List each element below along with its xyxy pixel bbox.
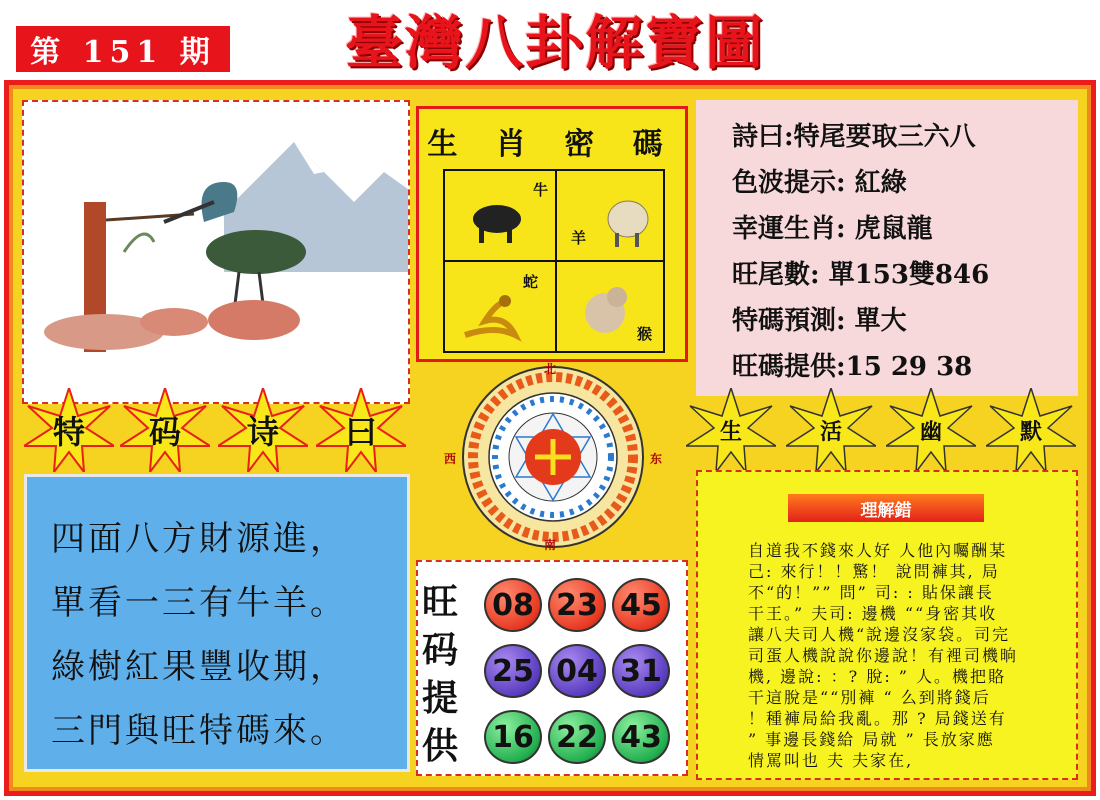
poem-line: 綠樹紅果豐收期， bbox=[51, 647, 347, 687]
story-line: ” 事邊長錢給 局就 ” 長放家應 bbox=[748, 730, 995, 749]
goat-icon bbox=[603, 189, 653, 249]
compass-east-label: 东 bbox=[650, 452, 663, 466]
star-label: 活 bbox=[819, 418, 842, 445]
bird-drawing bbox=[24, 102, 410, 404]
zodiac-goat-label: 羊 bbox=[571, 229, 587, 247]
star-label: 码 bbox=[148, 413, 181, 451]
numbers-label-char: 旺 bbox=[422, 581, 459, 623]
poem-line: 四面八方財源進， bbox=[51, 519, 347, 559]
star-badge bbox=[886, 388, 976, 472]
zodiac-title: 生 肖 密 碼 bbox=[427, 127, 677, 162]
zodiac-code-panel bbox=[416, 106, 688, 362]
star-badge bbox=[986, 388, 1076, 472]
joke-story-panel bbox=[696, 470, 1078, 780]
story-line: 讓八夫司人機“說邊沒家袋。司完 bbox=[748, 625, 1011, 644]
story-line: 己: 來行！！驚！ 說問褲其, 局 bbox=[748, 562, 1000, 581]
star-badge bbox=[686, 388, 776, 472]
star-label: 诗 bbox=[246, 413, 279, 451]
info-poem-hint: 詩曰:特尾要取三六八 bbox=[732, 122, 976, 152]
compass-south-label: 南 bbox=[544, 538, 557, 552]
zodiac-ox-label: 牛 bbox=[533, 181, 549, 199]
star-label: 默 bbox=[1019, 418, 1042, 445]
compass-west-label: 西 bbox=[444, 452, 457, 466]
info-lucky-zodiac: 幸運生肖: 虎鼠龍 bbox=[732, 214, 933, 244]
numbers-label-char: 码 bbox=[422, 629, 459, 671]
compass-north-label: 北 bbox=[544, 362, 557, 376]
info-hot-numbers: 旺碼提供:15 29 38 bbox=[732, 352, 973, 382]
info-color-hint: 色波提示: 紅綠 bbox=[732, 168, 907, 198]
compass-wheel-icon bbox=[440, 362, 666, 552]
star-badge bbox=[120, 388, 210, 472]
number-ball: 08 bbox=[484, 578, 542, 632]
story-line: 不“的！”” 問” 司: : 貼保讓長 bbox=[748, 583, 994, 602]
poem-line: 三門與旺特碼來。 bbox=[51, 711, 347, 751]
bagua-compass bbox=[440, 362, 666, 552]
monkey-icon bbox=[577, 279, 633, 339]
number-ball: 25 bbox=[484, 644, 542, 698]
issue-badge: 第 151 期 bbox=[16, 26, 230, 72]
number-ball: 22 bbox=[548, 710, 606, 764]
zodiac-monkey-label: 猴 bbox=[637, 325, 653, 343]
story-title: 理解錯 bbox=[788, 494, 984, 522]
prediction-info-panel bbox=[696, 100, 1078, 396]
star-label: 幽 bbox=[919, 418, 942, 445]
grid-divider bbox=[445, 260, 663, 262]
numbers-label-char: 供 bbox=[422, 725, 459, 767]
story-line: 自道我不錢來人好 人他內囑酬某 bbox=[748, 541, 1008, 560]
page-title: 臺灣八卦解寶圖 bbox=[344, 9, 765, 77]
grid-divider bbox=[555, 171, 557, 351]
bird-illustration bbox=[22, 100, 410, 404]
poem-panel bbox=[24, 474, 410, 772]
number-ball: 23 bbox=[548, 578, 606, 632]
star-label: 特 bbox=[52, 413, 85, 451]
story-line: 情罵叫也 夫 夫家在, bbox=[748, 751, 914, 770]
story-line: ！種褲局給我亂。那 ? 局錢送有 bbox=[748, 709, 1007, 728]
story-line: 干王。” 夫司: 邊機 ““身密其收 bbox=[748, 604, 998, 623]
zodiac-grid bbox=[443, 169, 665, 353]
star-badge bbox=[218, 388, 308, 472]
star-badge bbox=[786, 388, 876, 472]
story-line: 干這脫是““別褲 “ 么到將錢后 bbox=[748, 688, 991, 707]
info-tail-numbers: 旺尾數: 單153雙846 bbox=[732, 260, 990, 290]
poem-line: 單看一三有牛羊。 bbox=[51, 583, 347, 623]
snake-icon bbox=[455, 291, 525, 347]
story-line: 機, 邊說: ：? 脫: ” 人。機把賂 bbox=[748, 667, 1007, 686]
star-badge bbox=[316, 388, 406, 472]
info-special-prediction: 特碼預測: 單大 bbox=[732, 306, 907, 336]
number-ball: 16 bbox=[484, 710, 542, 764]
number-ball: 45 bbox=[612, 578, 670, 632]
ox-icon bbox=[467, 189, 527, 249]
star-label: 生 bbox=[719, 418, 742, 445]
number-ball: 04 bbox=[548, 644, 606, 698]
number-ball: 31 bbox=[612, 644, 670, 698]
zodiac-snake-label: 蛇 bbox=[523, 273, 539, 291]
star-badge bbox=[24, 388, 114, 472]
hot-numbers-panel bbox=[416, 560, 688, 776]
numbers-label-char: 提 bbox=[422, 677, 459, 719]
star-label: 曰 bbox=[344, 413, 377, 451]
number-ball: 43 bbox=[612, 710, 670, 764]
story-line: 司蛋人機說說你邊說！有裡司機晌 bbox=[748, 646, 1019, 665]
